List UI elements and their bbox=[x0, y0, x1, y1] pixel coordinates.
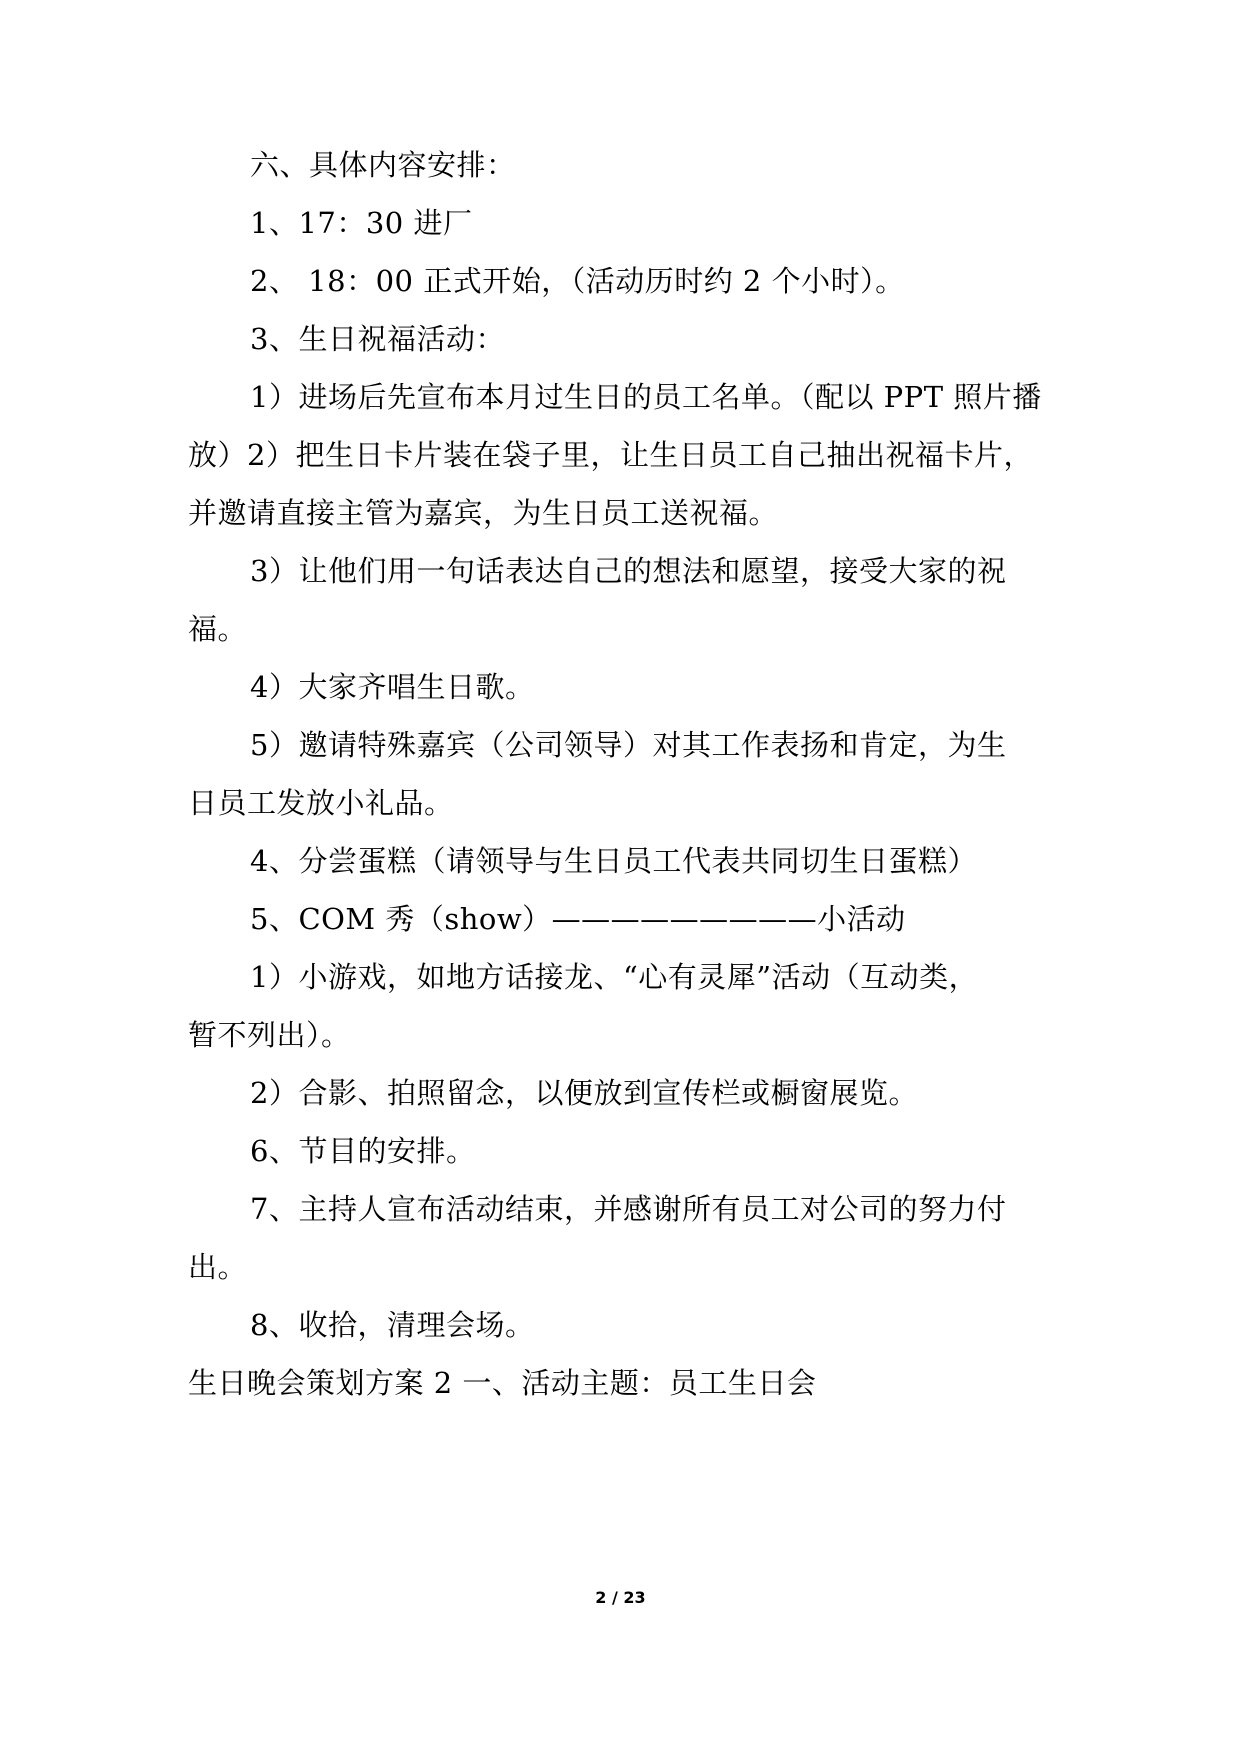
paragraph-line: 5）邀请特殊嘉宾（公司领导）对其工作表扬和肯定，为生 bbox=[250, 728, 1007, 762]
paragraph-line: 1）进场后先宣布本月过生日的员工名单。（配以 PPT 照片播 bbox=[250, 380, 1042, 414]
item-cleanup: 8、收拾，清理会场。 bbox=[250, 1308, 535, 1342]
paragraph-line: 出。 bbox=[188, 1250, 248, 1284]
item-start-time: 2、 18：00 正式开始，（活动历时约 2 个小时）。 bbox=[250, 264, 905, 298]
paragraph-line: 福。 bbox=[188, 612, 248, 646]
paragraph-line: 暂不列出）。 bbox=[188, 1018, 351, 1052]
paragraph-line: 2）合影、拍照留念，以便放到宣传栏或橱窗展览。 bbox=[250, 1076, 918, 1110]
item-com-show: 5、COM 秀（show）—————————小活动 bbox=[250, 902, 906, 936]
paragraph-line: 4）大家齐唱生日歌。 bbox=[250, 670, 535, 704]
paragraph-line: 1）小游戏，如地方话接龙、“心有灵犀”活动（互动类， bbox=[250, 960, 979, 994]
item-entry-time: 1、17：30 进厂 bbox=[250, 206, 473, 240]
item-cake-sharing: 4、分尝蛋糕（请领导与生日员工代表共同切生日蛋糕） bbox=[250, 844, 977, 878]
section-heading-content-arrangement: 六、具体内容安排： bbox=[250, 148, 516, 182]
item-program-arrangement: 6、节目的安排。 bbox=[250, 1134, 476, 1168]
paragraph-line: 日员工发放小礼品。 bbox=[188, 786, 454, 820]
paragraph-line: 放）2）把生日卡片装在袋子里，让生日员工自己抽出祝福卡片， bbox=[188, 438, 1033, 472]
page-number: 2 / 23 bbox=[595, 1588, 646, 1607]
paragraph-line: 并邀请直接主管为嘉宾，为生日员工送祝福。 bbox=[188, 496, 779, 530]
item-birthday-wishes: 3、生日祝福活动： bbox=[250, 322, 505, 356]
paragraph-line: 3）让他们用一句话表达自己的想法和愿望，接受大家的祝 bbox=[250, 554, 1007, 588]
plan-2-heading: 生日晚会策划方案 2 一、活动主题：员工生日会 bbox=[188, 1366, 817, 1400]
item-host-closing: 7、主持人宣布活动结束，并感谢所有员工对公司的努力付 bbox=[250, 1192, 1007, 1226]
